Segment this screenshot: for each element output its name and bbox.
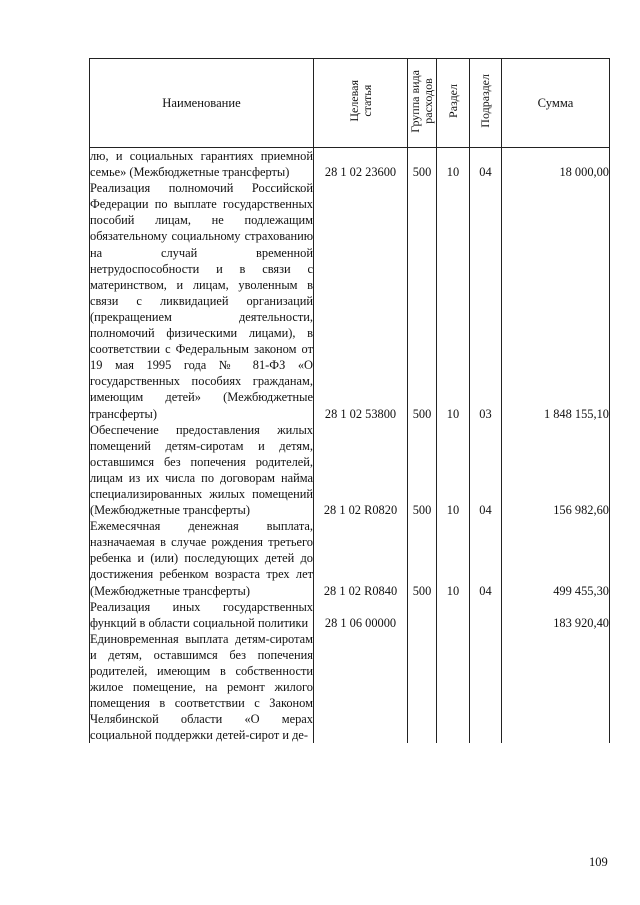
budget-table (89, 58, 610, 743)
subsection-cell (470, 599, 502, 631)
target-article-cell: 28 1 02 R0840 (314, 518, 408, 598)
expense-group-cell: 500 (408, 148, 437, 181)
row-name-cell (90, 148, 314, 181)
sum-cell: 1 848 155,10 (502, 180, 610, 421)
subsection-cell (470, 631, 502, 744)
sum-cell: 156 982,60 (502, 422, 610, 519)
section-cell (437, 599, 470, 631)
expense-group-cell (408, 599, 437, 631)
target-article-cell: 28 1 02 23600 (314, 148, 408, 181)
target-article-cell (314, 631, 408, 744)
header-subsection: Подраздел (470, 59, 502, 148)
table-header-row (90, 59, 610, 148)
expense-group-cell: 500 (408, 180, 437, 421)
table-row (90, 180, 610, 421)
row-name-text: Ежемесячная денежная выплата, назначаемая в случае рождения третьего ребенка и (или) последующих детей до достижения ребенком возраста трех лет (Межбюджетные трансферты) (90, 519, 313, 598)
table-row (90, 599, 610, 631)
sum-cell: 183 920,40 (502, 599, 610, 631)
section-cell (437, 631, 470, 744)
target-article-cell: 28 1 02 R0820 (314, 422, 408, 519)
header-section: Раздел (437, 59, 470, 148)
subsection-cell: 03 (470, 180, 502, 421)
row-name-text: лю, и социальных гарантиях приемной семье» (Межбюджетные трансферты) (90, 149, 313, 180)
row-name-cell (90, 599, 314, 631)
section-cell: 10 (437, 518, 470, 598)
row-name-cell (90, 631, 314, 744)
table-row (90, 148, 610, 181)
table-row (90, 631, 610, 744)
sum-cell (502, 631, 610, 744)
row-name-cell (90, 422, 314, 519)
sum-cell: 18 000,00 (502, 148, 610, 181)
sum-cell: 499 455,30 (502, 518, 610, 598)
table-row (90, 422, 610, 519)
header-target-article: Целевая статья (314, 59, 408, 148)
section-cell: 10 (437, 422, 470, 519)
header-name: Наименование (90, 59, 314, 148)
row-name-cell (90, 518, 314, 598)
section-cell: 10 (437, 148, 470, 181)
subsection-cell: 04 (470, 422, 502, 519)
header-sum: Сумма (502, 59, 610, 148)
row-name-cell (90, 180, 314, 421)
expense-group-cell: 500 (408, 422, 437, 519)
table-row (90, 518, 610, 598)
target-article-cell: 28 1 02 53800 (314, 180, 408, 421)
row-name-text: Единовременная выплата детям-сиротам и детям, оставшимся без попечения родителей, имеющим в собственности жилое помещение, на ремонт жилого помещения в соответствии с Законом Челябинской области «О мерах социальной поддержки детей-сирот и де- (90, 631, 313, 743)
subsection-cell: 04 (470, 148, 502, 181)
row-name-text: Реализация полномочий Российской Федерации по выплате государственных пособий лицам, не подлежащим обязательному социальному страхованию на случай временной нетрудоспособности и в связи с материнством, и лицам, уволенным в связи с ликвидацией организаций (прекращением деятельности, полномочий физическими лицами), в соответствии с Федеральным законом от 19 мая 1995 года № 81-ФЗ «О государственных пособиях гражданам, имеющим детей» (Межбюджетные трансферты) (90, 181, 313, 421)
subsection-cell: 04 (470, 518, 502, 598)
row-name-text: Реализация иных государственных функций в области социальной политики (90, 599, 313, 630)
row-name-text: Обеспечение предоставления жилых помещений детям-сиротам и детям, оставшимся без попечения родителей, лицам из их числа по договорам найма специализированных жилых помещений (Межбюджетные трансферты) (90, 422, 313, 518)
expense-group-cell (408, 631, 437, 744)
target-article-cell: 28 1 06 00000 (314, 599, 408, 631)
expense-group-cell: 500 (408, 518, 437, 598)
page-number: 109 (589, 855, 608, 869)
header-expense-group: Группа вида расходов (408, 59, 437, 148)
section-cell: 10 (437, 180, 470, 421)
